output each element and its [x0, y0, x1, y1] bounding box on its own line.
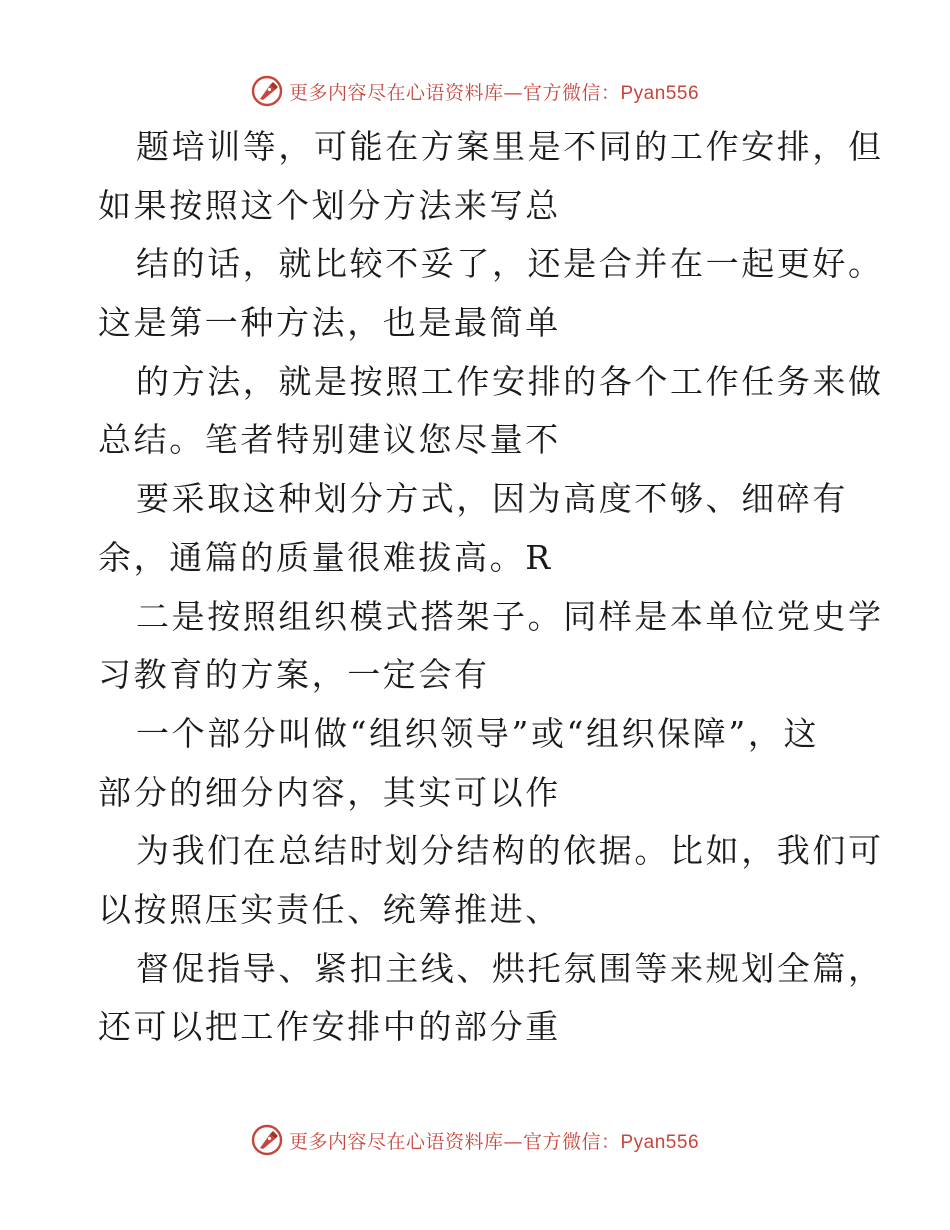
body-line: 的方法，就是按照工作安排的各个工作任务来做 — [136, 361, 884, 401]
body-line: 如果按照这个划分方法来写总 — [98, 185, 561, 225]
separator: — — [503, 1130, 523, 1153]
separator: — — [503, 81, 523, 104]
body-line: 为我们在总结时划分结构的依据。比如，我们可 — [136, 831, 884, 871]
pen-nib-icon — [251, 75, 283, 107]
document-body — [98, 118, 884, 1057]
wechat-id: Pyan556 — [620, 82, 700, 104]
body-line: 以按照压实责任、统筹推进、 — [98, 889, 561, 929]
site-text: 更多内容尽在心语资料库 — [288, 81, 504, 104]
body-line: 余，通篇的质量很难拔高。R — [98, 537, 553, 577]
body-line: 习教育的方案，一定会有 — [98, 655, 490, 695]
wechat-label: 官方微信： — [522, 81, 621, 104]
header-banner — [0, 71, 950, 111]
body-line: 总结。笔者特别建议您尽量不 — [98, 420, 561, 460]
body-line: 结的话，就比较不妥了，还是合并在一起更好。 — [136, 244, 884, 284]
pen-nib-icon — [251, 1124, 283, 1156]
header-banner-text — [289, 78, 699, 105]
body-line: 一个部分叫做“组织领导”或“组织保障”，这 — [136, 713, 820, 753]
wechat-label: 官方微信： — [522, 1130, 621, 1153]
site-text: 更多内容尽在心语资料库 — [288, 1130, 504, 1153]
body-line: 部分的细分内容，其实可以作 — [98, 772, 561, 812]
body-line: 这是第一种方法，也是最简单 — [98, 303, 561, 343]
wechat-id: Pyan556 — [620, 1131, 700, 1153]
footer-banner — [0, 1120, 950, 1160]
body-line: 二是按照组织模式搭架子。同样是本单位党史学 — [136, 596, 884, 636]
body-line: 要采取这种划分方式，因为高度不够、细碎有 — [136, 479, 848, 519]
body-line: 还可以把工作安排中的部分重 — [98, 1007, 561, 1047]
body-line: 题培训等，可能在方案里是不同的工作安排，但 — [136, 127, 884, 166]
body-line: 督促指导、紧扣主线、烘托氛围等来规划全篇， — [136, 948, 884, 988]
footer-banner-text — [289, 1127, 699, 1154]
